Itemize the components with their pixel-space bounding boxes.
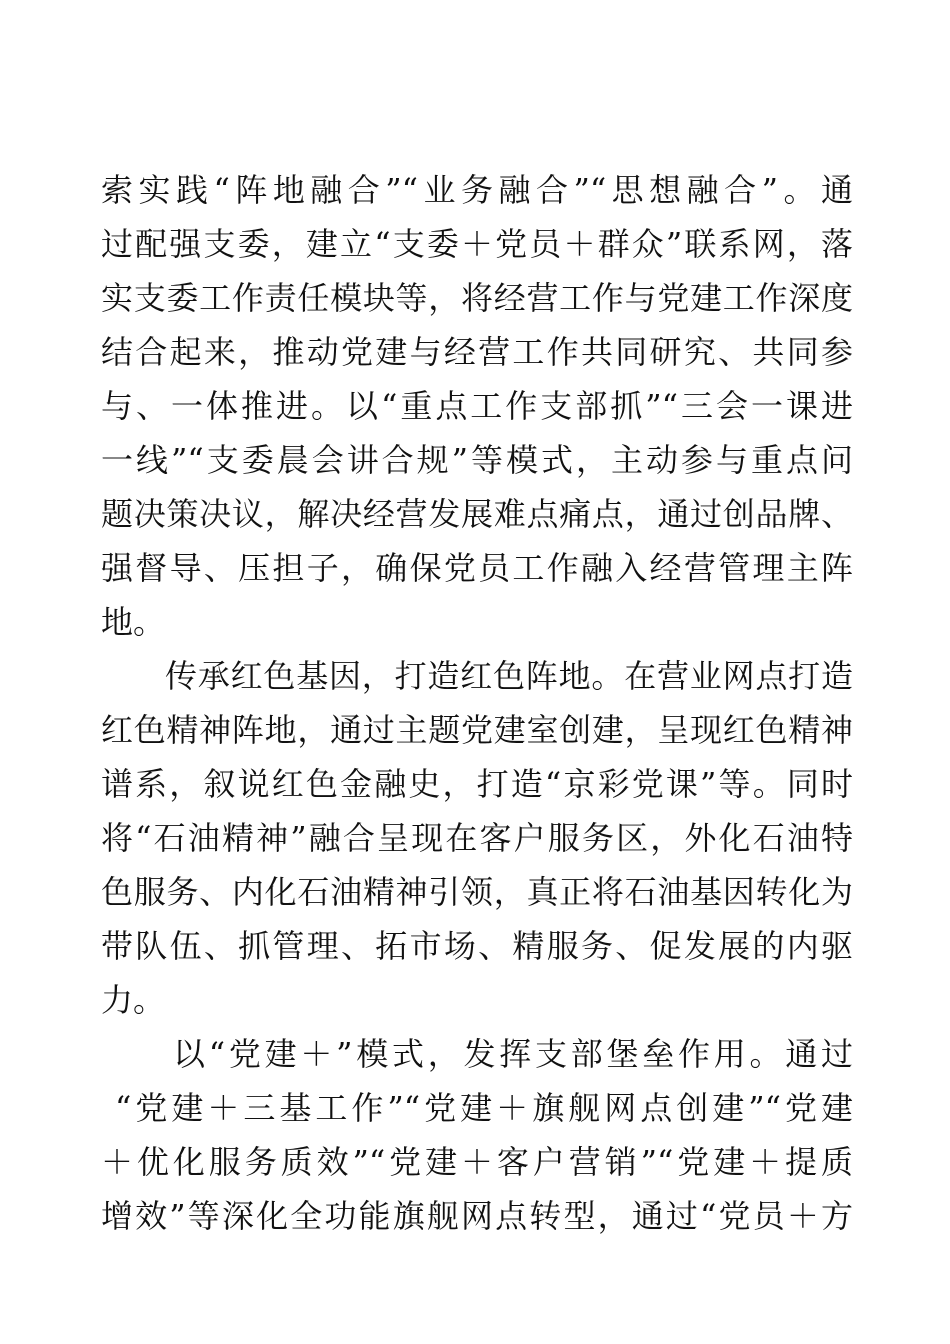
text-line: “党建＋三基工作”“党建＋旗舰网点创建”“党建 [115,1089,853,1127]
text-line: 力。 [101,981,166,1019]
text-line: 过配强支委，建立“支委＋党员＋群众”联系网，落 [101,225,853,263]
text-line: 与、一体推进。以“重点工作支部抓”“三会一课进 [101,387,853,425]
text-line: 红色精神阵地，通过主题党建室创建，呈现红色精神 [101,711,853,749]
paragraph [101,1027,853,1243]
text-line: 结合起来，推动党建与经营工作共同研究、共同参 [101,333,853,371]
text-line: 谱系，叙说红色金融史，打造“京彩党课”等。同时 [101,765,853,803]
paragraph [101,163,853,649]
paragraph [101,649,853,1027]
text-line: 带队伍、抓管理、拓市场、精服务、促发展的内驱 [101,927,853,965]
text-line: 题决策决议，解决经营发展难点痛点，通过创品牌、 [101,495,853,533]
text-line: ＋优化服务质效”“党建＋客户营销”“党建＋提质 [101,1143,853,1181]
text-line: 实支委工作责任模块等，将经营工作与党建工作深度 [101,279,853,317]
text-line: 传承红色基因，打造红色阵地。在营业网点打造 [165,657,853,695]
text-line: 以“党建＋”模式，发挥支部堡垒作用。通过 [173,1035,853,1073]
text-line: 色服务、内化石油精神引领，真正将石油基因转化为 [101,873,853,911]
text-line: 地。 [101,603,166,641]
text-line: 强督导、压担子，确保党员工作融入经营管理主阵 [101,549,853,587]
body-text [101,163,853,1243]
text-line: 一线”“支委晨会讲合规”等模式，主动参与重点问 [101,441,853,479]
text-line: 增效”等深化全功能旗舰网点转型，通过“党员＋方 [101,1197,853,1235]
text-line: 索实践“阵地融合”“业务融合”“思想融合”。通 [101,171,853,209]
text-line: 将“石油精神”融合呈现在客户服务区，外化石油特 [101,819,853,857]
